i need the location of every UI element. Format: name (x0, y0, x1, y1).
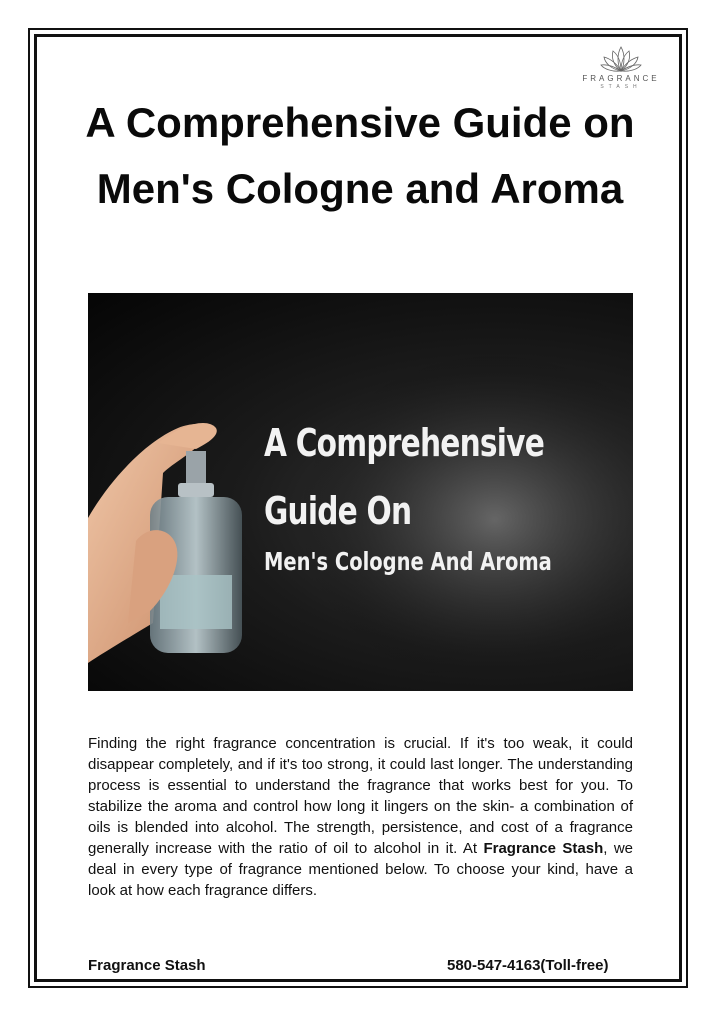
intro-text-part-1: Finding the right fragrance concentration is crucial. If it's too weak, it could disappear completely, and if it's too strong, it could last longer. The understanding process is essential to understand the fragrance that works best for you. To stabilize the aroma and control how long it lingers on the skin- a combination of oils is blended into alcohol. The strength, persistence, and cost of a fragrance generally increase with the ratio of oil to alcohol in it. At (88, 735, 633, 857)
intro-text-part-2: , we deal in every type of fragrance mentioned below. To choose your kind, have a look at how each fragrance differs. (88, 840, 634, 899)
footer-company: Fragrance Stash (88, 957, 206, 974)
hero-headline-1: A Comprehensive (264, 421, 545, 465)
logo-subword: STASH (600, 84, 642, 90)
page-title: A Comprehensive Guide on Men's Cologne and Aroma (85, 99, 635, 212)
hero-subheadline: Men's Cologne And Aroma (264, 547, 552, 576)
hero-headline-2: Guide On (264, 489, 412, 533)
hero-image (88, 293, 633, 691)
intro-paragraph (88, 733, 633, 901)
brand-logo (580, 44, 662, 92)
footer-phone: 580-547-4163(Toll-free) (447, 957, 609, 974)
logo-wordmark: FRAGRANCE (582, 74, 660, 83)
brand-mention: Fragrance Stash (483, 840, 604, 857)
lotus-icon (600, 44, 642, 74)
